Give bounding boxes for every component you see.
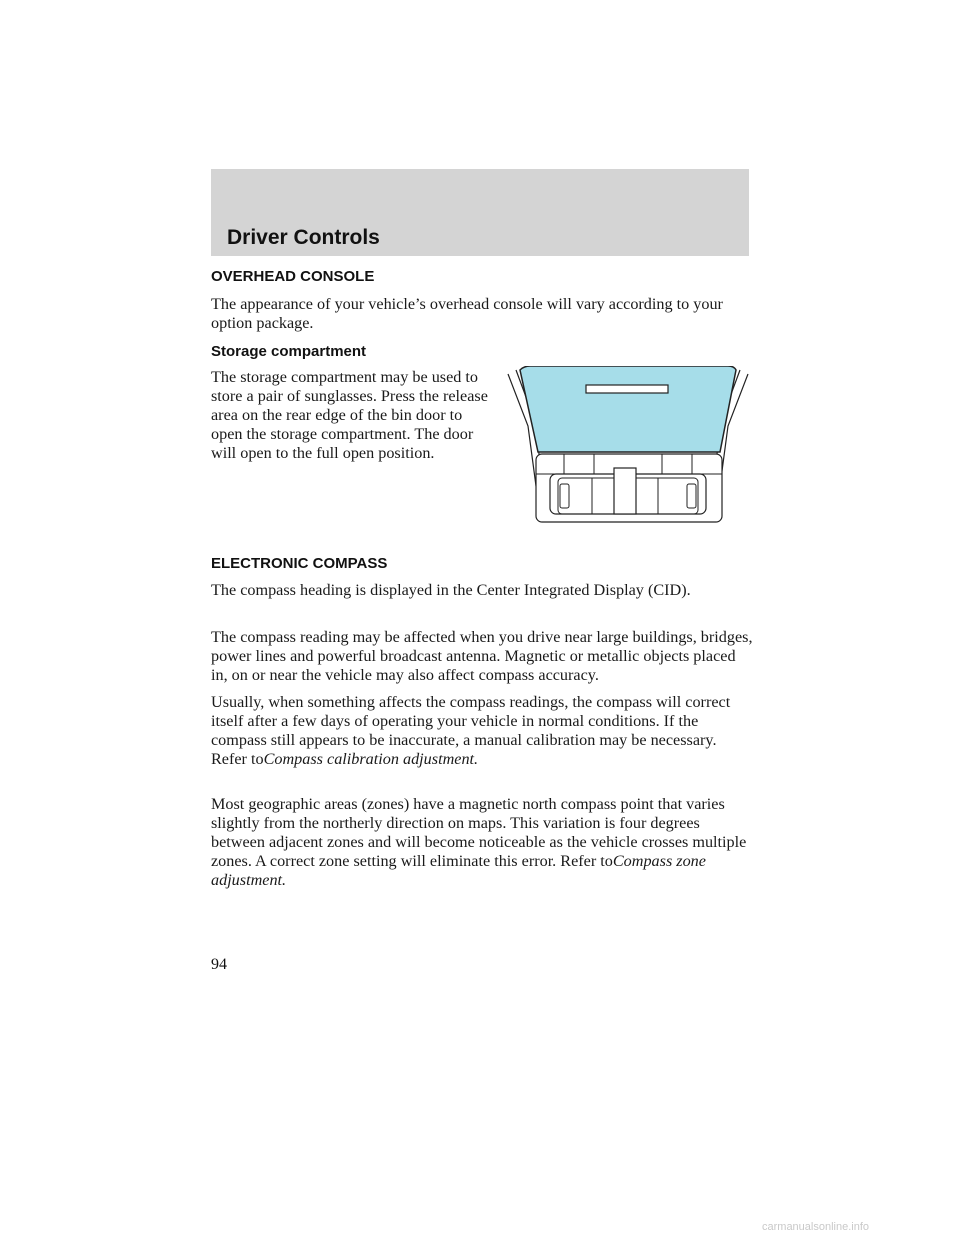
electronic-compass-heading: ELECTRONIC COMPASS (211, 555, 388, 572)
compass-zone-reference: Compass zone adjustment. (211, 852, 706, 889)
release-area (586, 385, 668, 393)
watermark: carmanualsonline.info (762, 1221, 870, 1233)
chapter-header (211, 169, 749, 256)
compass-paragraph-3: Usually, when something affects the compass readings, the compass will correct itself after a few days of operating your vehicle in normal conditions. If the compass still appears to be inaccurate, a manual calibration may be necessary. Refer toCompass calibration adjustment. (211, 693, 731, 768)
compass-paragraph-1: The compass heading is displayed in the Center Integrated Display (CID). (211, 581, 691, 599)
page-number: 94 (211, 956, 227, 973)
compass-paragraph-4: Most geographic areas (zones) have a magnetic north compass point that varies slightly from the northerly direction on maps. This variation is four degrees between adjacent zones and will become noticeable as the vehicle crosses multiple zones. A correct zone setting will eliminate this error. Refer toCompass zone adjustment. (211, 795, 747, 889)
overhead-console-intro: The appearance of your vehicle’s overhead console will vary according to your option package. (211, 295, 723, 332)
overhead-console-heading: OVERHEAD CONSOLE (211, 268, 375, 285)
compass-paragraph-2: The compass reading may be affected when you drive near large buildings, bridges, power lines and powerful broadcast antenna. Magnetic or metallic objects placed in, on or near the vehicle may also affect compass accuracy. (211, 628, 753, 684)
chapter-title: Driver Controls (227, 226, 380, 249)
storage-compartment-heading: Storage compartment (211, 343, 367, 360)
compass-calibration-reference: Compass calibration adjustment. (263, 750, 479, 768)
storage-compartment-body: The storage compartment may be used to store a pair of sunglasses. Press the release area on the rear edge of the bin door to open the storage compartment. The door will open to the full open position. (211, 368, 488, 462)
overhead-console-illustration (506, 366, 750, 526)
storage-bin-lid (520, 366, 736, 452)
